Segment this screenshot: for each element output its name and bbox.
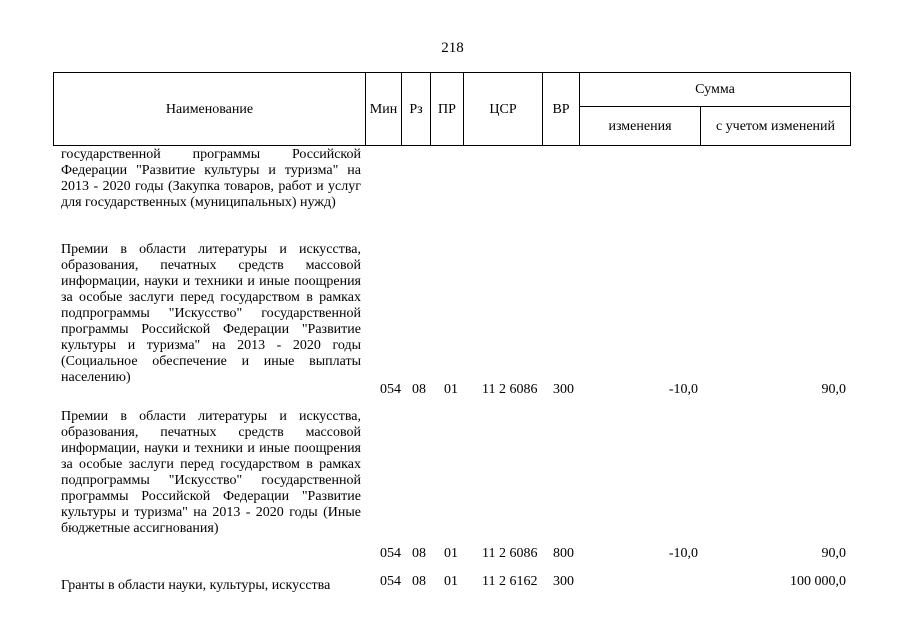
- header-summa: Сумма: [580, 73, 850, 107]
- header-with-changes: с учетом изменений: [715, 118, 836, 134]
- row-change: -10,0: [668, 382, 698, 397]
- header-vr: ВР: [543, 73, 580, 145]
- row-min: 054: [380, 382, 401, 397]
- header-rz: Рз: [402, 73, 431, 145]
- row-csr: 11 2 6086: [482, 546, 538, 561]
- row-total: 100 000,0: [790, 574, 846, 589]
- row-name: Премии в области литературы и искусства, образования, печатных средств массовой информации, науки и техники и иные поощрения за особые заслуги перед государством в рамках подпрограммы "Искусство" государственной программы Российской Федерации "Развитие культуры и туризма" на 2013 - 2020 годы (Иные бюджетные ассигнования): [61, 409, 361, 536]
- header-name: Наименование: [54, 73, 366, 145]
- row-pr: 01: [444, 574, 458, 589]
- row-vr: 800: [553, 546, 574, 561]
- row-rz: 08: [412, 546, 426, 561]
- row-csr: 11 2 6162: [482, 574, 538, 589]
- header-change: изменения: [580, 107, 701, 145]
- row-rz: 08: [412, 574, 426, 589]
- row-name: Гранты в области науки, культуры, искусства: [61, 578, 331, 593]
- row-vr: 300: [553, 574, 574, 589]
- page-number: 218: [441, 40, 464, 56]
- header-min: Мин: [366, 73, 402, 145]
- row-total: 90,0: [821, 382, 846, 397]
- row-vr: 300: [553, 382, 574, 397]
- row-rz: 08: [412, 382, 426, 397]
- table-header: [53, 72, 851, 146]
- row-min: 054: [380, 546, 401, 561]
- row-csr: 11 2 6086: [482, 382, 538, 397]
- row-name: государственной программы Российской Федерации "Развитие культуры и туризма" на 2013 - 2020 годы (Закупка товаров, работ и услуг для государственных (муниципальных) нужд): [61, 147, 361, 210]
- row-change: -10,0: [668, 546, 698, 561]
- header-csr: ЦСР: [464, 73, 543, 145]
- row-pr: 01: [444, 546, 458, 561]
- header-pr: ПР: [431, 73, 464, 145]
- row-min: 054: [380, 574, 401, 589]
- row-total: 90,0: [821, 546, 846, 561]
- row-pr: 01: [444, 382, 458, 397]
- row-name: Премии в области литературы и искусства, образования, печатных средств массовой информации, науки и техники и иные поощрения за особые заслуги перед государством в рамках подпрограммы "Искусство" государственной программы Российской Федерации "Развитие культуры и туризма" на 2013 - 2020 годы (Социальное обеспечение и иные выплаты населению): [61, 242, 361, 385]
